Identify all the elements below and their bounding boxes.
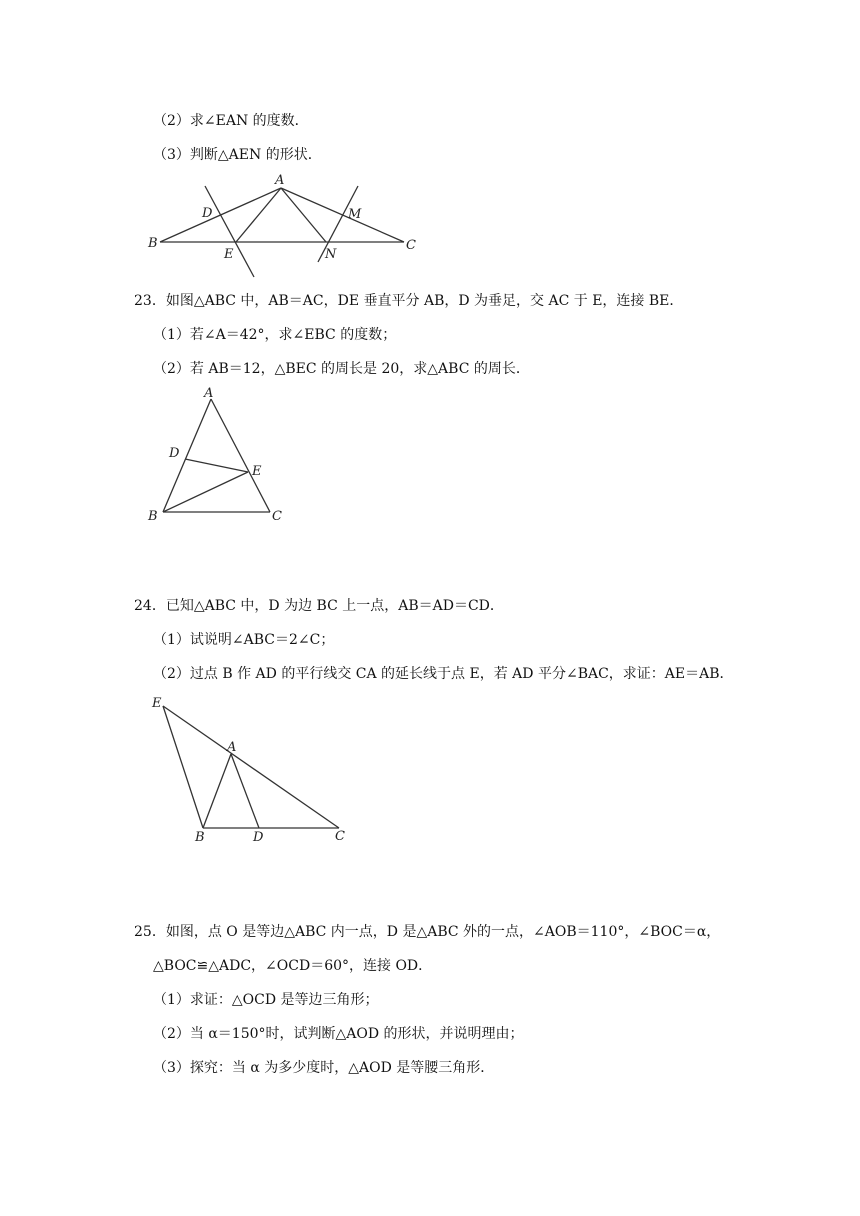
q22-figure [140,170,430,280]
q23-part1: （1）若∠A＝42°，求∠EBC 的度数； [153,327,397,343]
q24-segment-ad [231,754,259,828]
q22-label-b: B [148,236,158,251]
q22-label-a: A [275,173,285,188]
q24-label-c: C [335,829,345,844]
q24-segment-eb [163,706,203,828]
q24-label-a: A [227,740,237,755]
q23-label-e: E [252,464,262,479]
q24-segment-ab [203,754,231,828]
q23-figure [140,380,300,525]
q25-part2: （2）当 α＝150°时，试判断△AOD 的形状，并说明理由； [153,1026,524,1042]
q23-segment-be [163,472,248,512]
q23-segment-ac [211,399,270,512]
q22-bisector-mn [318,186,358,262]
q22-label-n: N [325,247,337,262]
q22-part2: （2）求∠EAN 的度数． [153,113,309,129]
q23-label-b: B [148,509,158,524]
q24-part1: （1）试说明∠ABC＝2∠C； [153,632,335,648]
q22-segment-ae [236,188,281,242]
q23-label-a: A [204,386,214,401]
q24-figure [140,688,360,848]
q24-stem: 24．已知△ABC 中，D 为边 BC 上一点，AB＝AD＝CD． [134,598,504,614]
q24-segment-ec [163,706,339,828]
q24-label-d: D [253,830,264,845]
q22-segment-an [281,188,326,242]
q25-stem-line2: △BOC≌△ADC，∠OCD＝60°，连接 OD． [153,958,433,974]
q22-label-m: M [348,207,362,222]
q25-part3: （3）探究：当 α 为多少度时，△AOD 是等腰三角形． [153,1060,495,1076]
q25-part1: （1）求证：△OCD 是等边三角形； [153,992,379,1008]
q24-part2: （2）过点 B 作 AD 的平行线交 CA 的延长线于点 E，若 AD 平分∠BAC，求证：AE＝AB． [153,666,734,682]
q22-label-c: C [406,238,416,253]
q23-part2: （2）若 AB＝12，△BEC 的周长是 20，求△ABC 的周长． [153,361,530,377]
q23-label-d: D [169,446,180,461]
q22-label-d: D [202,206,213,221]
q22-label-e: E [224,247,234,262]
q24-label-b: B [195,830,205,845]
q23-stem: 23．如图△ABC 中，AB＝AC，DE 垂直平分 AB，D 为垂足，交 AC 于 E，连接 BE． [134,293,684,309]
q22-part3: （3）判断△AEN 的形状． [153,147,322,163]
q23-segment-de [185,459,248,472]
q25-stem-line1: 25．如图，点 O 是等边△ABC 内一点，D 是△ABC 外的一点，∠AOB＝110°，∠BOC＝α， [134,924,721,940]
q24-label-e: E [152,696,162,711]
q22-bisector-de [205,186,254,277]
q23-label-c: C [272,509,282,524]
